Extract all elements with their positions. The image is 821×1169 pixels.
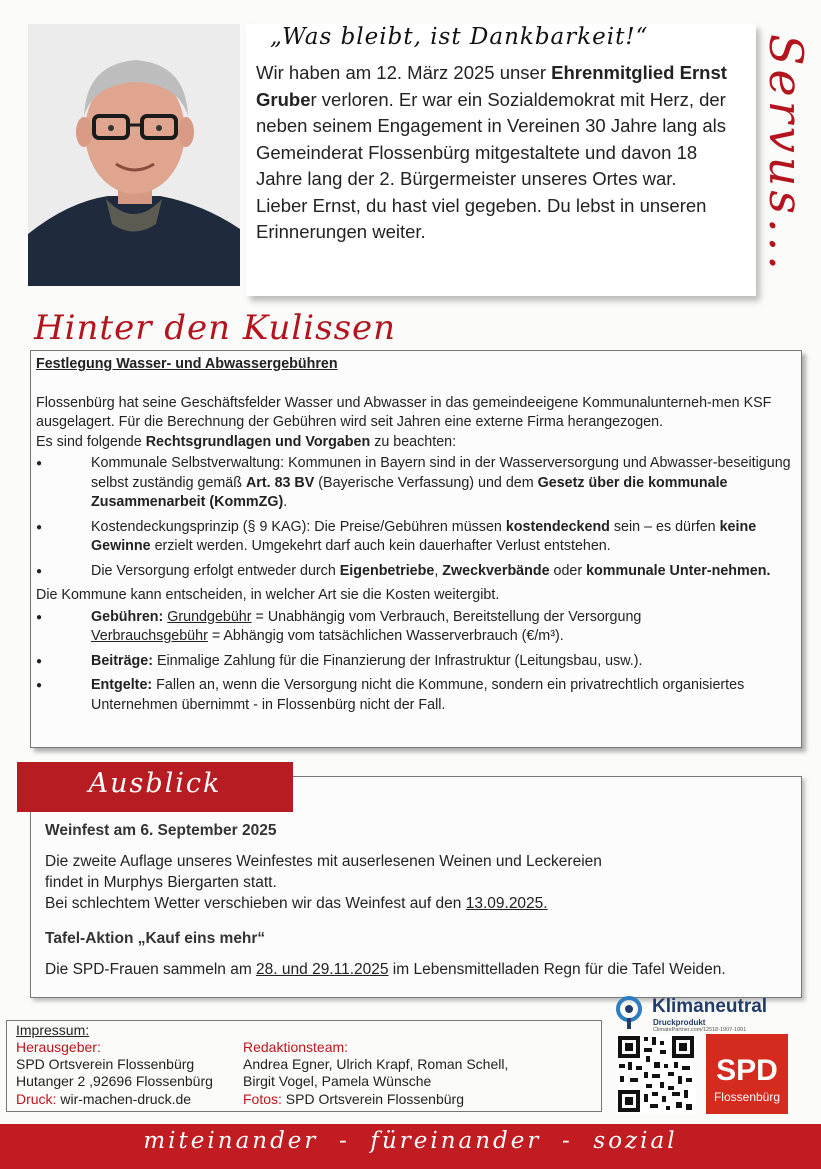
klima-subtitle: Druckprodukt bbox=[653, 1018, 706, 1027]
legal-basis-list bbox=[36, 454, 796, 581]
event-line: im Lebensmittelladen Regn für die Tafel Weiden. bbox=[388, 961, 726, 978]
list-item-label: Beiträge: bbox=[91, 652, 153, 669]
team-label: Redaktionsteam: bbox=[243, 1039, 349, 1055]
list-item-text: Fallen an, wenn die Versorgung nicht die Kommune, sondern ein privatrechtlich organisiertes Unternehmen übernimmt - in Flossenbürg nicht der Fall. bbox=[91, 677, 745, 713]
fees-intro: Flossenbürg hat seine Geschäftsfelder Wasser und Abwasser in das gemeindeeigene Kommunalunterneh-men KSF ausgelagert. Für die Berechnung der Gebühren wird seit Jahren eine externe Firma herangezogen. bbox=[36, 394, 772, 430]
list-item-text: , bbox=[434, 562, 443, 579]
portrait-photo bbox=[28, 24, 240, 286]
list-item-text: . bbox=[283, 494, 288, 510]
event-date: 28. und 29.11.2025 bbox=[256, 961, 389, 978]
servus-text: Servus... bbox=[759, 34, 813, 274]
list-item bbox=[36, 676, 796, 715]
list-item-bold: keine Gewinne bbox=[91, 518, 757, 554]
climate-partner-icon bbox=[616, 996, 642, 1030]
photos-line bbox=[243, 1091, 508, 1108]
list-item-text: Einmalige Zahlung für die Finanzierung der Infrastruktur (Leitungsbau, usw.). bbox=[152, 652, 643, 669]
fees-basis bbox=[36, 433, 796, 453]
list-item-label: Gebühren: bbox=[91, 608, 164, 625]
klima-title: Klimaneutral bbox=[652, 996, 768, 1017]
section-heading: Hinter den Kulissen bbox=[34, 308, 397, 348]
photos-value: SPD Ortsverein Flossenbürg bbox=[281, 1090, 464, 1107]
obituary-text-part: Wir haben am 12. März 2025 unser bbox=[256, 62, 552, 83]
list-item-text: Kostendeckungsprinzip (§ 9 KAG): Die Preise/Gebühren müssen bbox=[91, 518, 506, 535]
list-item bbox=[36, 652, 796, 672]
ausblick-content bbox=[45, 820, 790, 980]
fees-basis-text: Es sind folgende bbox=[36, 433, 146, 450]
event-line: Bei schlechtem Wetter verschieben wir das Weinfest auf den bbox=[45, 895, 466, 912]
fees-choice: Die Kommune kann entscheiden, in welcher Art sie die Kosten weitergibt. bbox=[36, 587, 500, 603]
event-line: Die SPD-Frauen sammeln am bbox=[45, 961, 257, 978]
publisher-name: SPD Ortsverein Flossenbürg bbox=[16, 1056, 195, 1073]
qr-code-icon[interactable] bbox=[616, 1034, 696, 1114]
impressum-title: Impressum: bbox=[16, 1022, 90, 1038]
event-date: 13.09.2025. bbox=[465, 895, 548, 912]
print-value: wir-machen-druck.de bbox=[56, 1090, 192, 1107]
event-description bbox=[45, 851, 790, 914]
klima-url: ClimatePartner.com/12518-1907-1001 bbox=[653, 1027, 747, 1033]
list-item-bold: Zweckverbände bbox=[442, 562, 550, 579]
list-item-bold: kommunale Unter-nehmen. bbox=[586, 562, 771, 579]
ausblick-label: Ausblick bbox=[88, 768, 222, 799]
obituary-text bbox=[256, 60, 746, 246]
impressum-team bbox=[243, 1039, 508, 1108]
list-item-bold: Gesetz über die kommunale Zusammenarbeit (KommZG) bbox=[91, 474, 728, 510]
obituary-name: Ernst Grube bbox=[256, 62, 727, 110]
list-item bbox=[36, 562, 796, 582]
publisher-address: Hutanger 2 ,92696 Flossenbürg bbox=[16, 1073, 213, 1090]
list-item bbox=[36, 518, 796, 557]
quote-title: „Was bleibt, ist Dankbarkeit!“ bbox=[270, 24, 649, 50]
list-item-text: Kommunale Selbstverwaltung: Kommunen in Bayern sind in der Wasserversorgung und Abwasser-beseitigung selbst zuständig gemäß bbox=[91, 455, 791, 491]
list-item-bold: Eigenbetriebe bbox=[339, 562, 435, 579]
list-item bbox=[36, 454, 796, 513]
publisher-label: Herausgeber: bbox=[16, 1039, 101, 1055]
team-line: Birgit Vogel, Pamela Wünsche bbox=[243, 1073, 432, 1090]
spd-logo-text: SPD bbox=[716, 1054, 778, 1087]
cost-type-list bbox=[36, 608, 796, 716]
fees-basis-bold: Rechtsgrundlagen und Vorgaben bbox=[145, 433, 371, 450]
list-item-text: erzielt werden. Umgekehrt darf auch kein dauerhafter Verlust entstehen. bbox=[150, 538, 611, 554]
fees-title: Festlegung Wasser- und Abwassergebühren bbox=[36, 356, 338, 372]
list-item-label: Entgelte: bbox=[91, 677, 153, 693]
event-line: Die zweite Auflage unseres Weinfestes mit auserlesenen Weinen und Leckereien bbox=[45, 853, 602, 870]
obituary-farewell: Lieber Ernst, du hast viel gegeben. Du lebst in unseren Erinnerungen weiter. bbox=[256, 194, 707, 242]
list-item-underlined: Verbrauchsgebühr bbox=[91, 628, 208, 644]
list-item-text: (Bayerische Verfassung) und dem bbox=[314, 474, 538, 491]
list-item-text: sein – es dürfen bbox=[609, 518, 720, 535]
list-item-bold: kostendeckend bbox=[505, 518, 610, 535]
event-title: Tafel-Aktion „Kauf eins mehr“ bbox=[45, 930, 266, 947]
photos-label: Fotos: bbox=[243, 1090, 282, 1107]
list-item-text: Die Versorgung erfolgt entweder durch bbox=[91, 562, 340, 579]
servus-vertical-title bbox=[752, 24, 818, 294]
obituary-text-part: r verloren. Er war ein Sozialdemokrat mit Herz, der neben seinem Engagement in Vereinen 30 Jahre lang als Gemeinderat Flossenbürg mitgestaltete und davon 18 Jahre lang der 2. Bürgermeister unseres Ortes war. bbox=[256, 88, 727, 189]
footer-slogan: miteinander - füreinander - sozial bbox=[143, 1128, 678, 1154]
list-item-bold: Art. 83 BV bbox=[245, 474, 315, 491]
list-item-underlined: Grundgebühr bbox=[167, 608, 252, 625]
list-item-text: = Unabhängig vom Verbrauch, Bereitstellung der Versorgung bbox=[251, 608, 642, 625]
list-item-text: = Abhängig vom tatsächlichen Wasserverbrauch (€/m³). bbox=[207, 628, 564, 644]
event-line: findet in Murphys Biergarten statt. bbox=[45, 874, 277, 891]
spd-logo-city: Flossenbürg bbox=[713, 1090, 781, 1104]
print-line bbox=[16, 1091, 213, 1108]
list-item-line bbox=[91, 627, 796, 647]
event-description bbox=[45, 959, 790, 980]
print-label: Druck: bbox=[16, 1090, 57, 1107]
portrait-illustration bbox=[28, 24, 240, 286]
team-line: Andrea Egner, Ulrich Krapf, Roman Schell, bbox=[243, 1056, 509, 1073]
impressum-publisher bbox=[16, 1039, 213, 1108]
list-item-text: oder bbox=[549, 562, 587, 579]
fees-basis-text: zu beachten: bbox=[370, 433, 457, 450]
event-title: Weinfest am 6. September 2025 bbox=[45, 822, 277, 839]
fees-content bbox=[36, 355, 796, 720]
obituary-highlight: Ehrenmitglied bbox=[551, 62, 675, 83]
list-item bbox=[36, 608, 796, 647]
